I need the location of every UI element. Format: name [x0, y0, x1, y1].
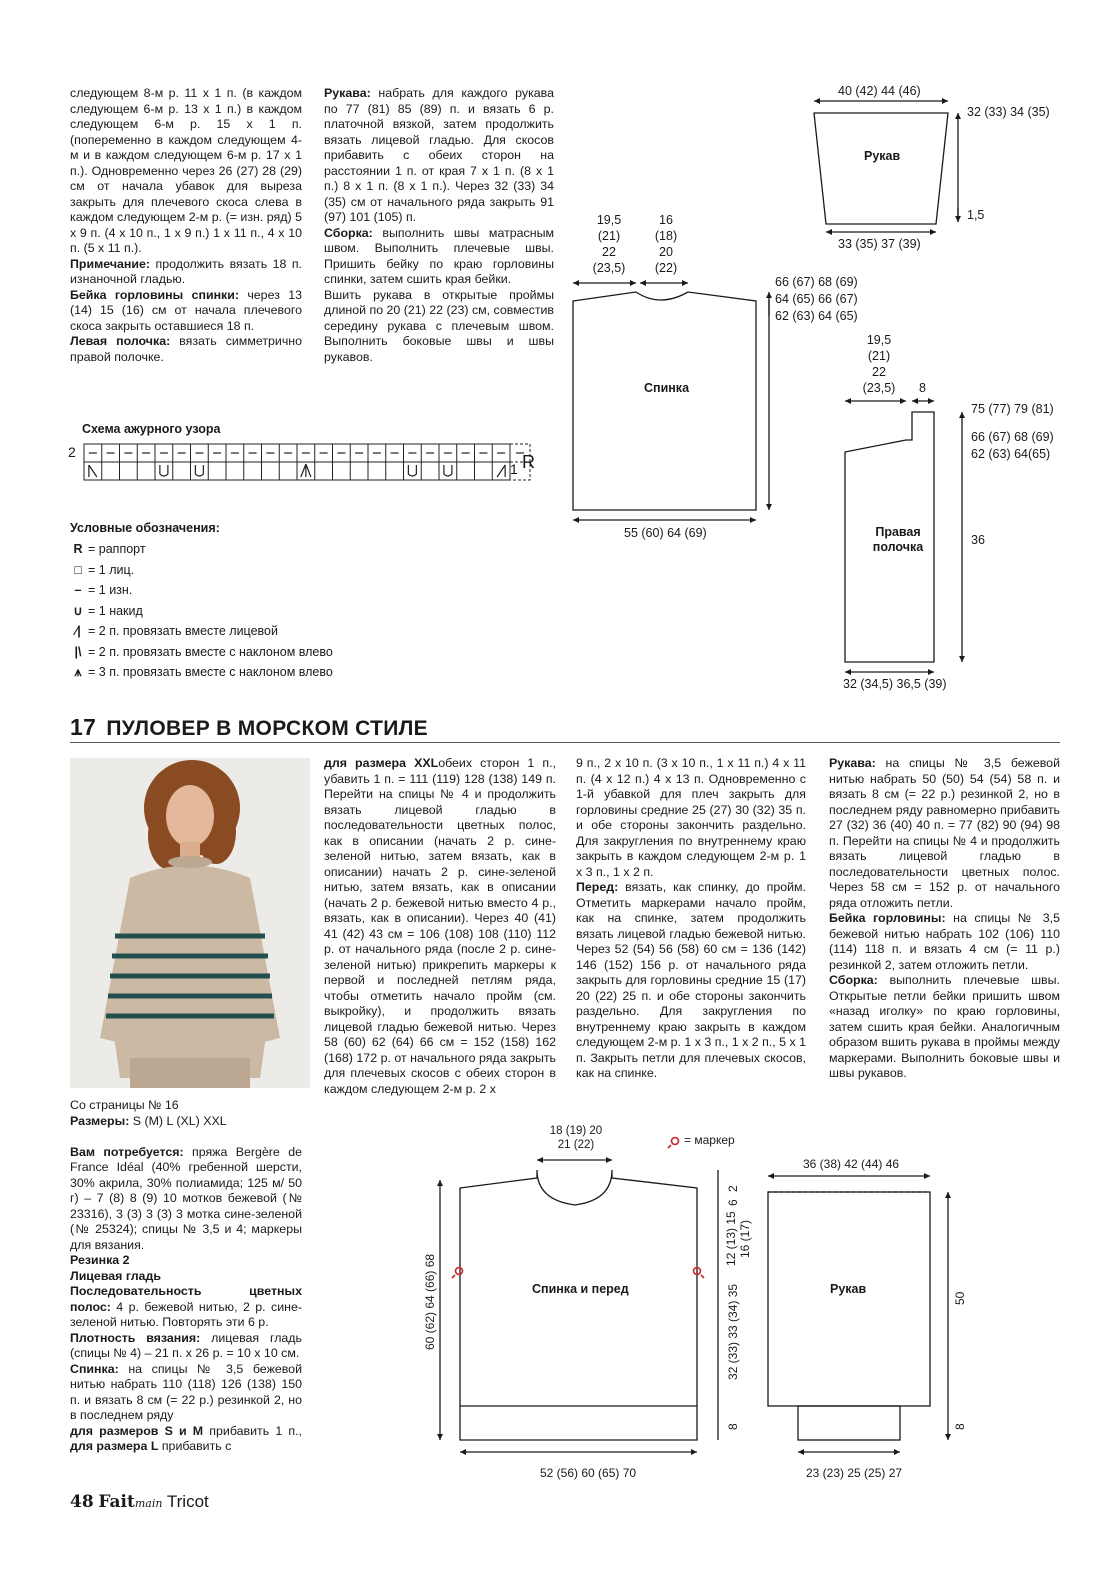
bottom-sleeve-title: Рукав	[830, 1282, 867, 1296]
paragraph: Лицевая гладь	[70, 1268, 161, 1283]
bottom-sleeve-top: 36 (38) 42 (44) 46	[803, 1157, 900, 1171]
bottom-sleeve-cuff: 8	[953, 1423, 967, 1430]
legend-text: = 3 п. провязать вместе с наклоном влево	[88, 665, 333, 679]
front-width: 32 (34,5) 36,5 (39)	[843, 677, 947, 691]
front-height-2: 66 (67) 68 (69)	[971, 430, 1054, 444]
front-height-3: 62 (63) 64(65)	[971, 447, 1051, 461]
back-outline	[573, 292, 756, 510]
legend-text: = 1 лиц.	[88, 562, 135, 577]
sleeve-height: 32 (33) 34 (35)	[967, 105, 1050, 119]
legend-item	[70, 643, 333, 661]
paragraph: Вам потребуется: пряжа Bergère de France Idéal (40% гребенной шерсти, 30% акрила, 30% полиамида; 125 м/ 50 г) – 7 (8) 8 (9) 10 мотков бежевой (№ 23316), 3 (3) 3 (3) 3 мотка сине-зеленой (№ 25324); спицы № 3,5 и 4; маркеры для вязания.	[70, 1144, 302, 1252]
paragraph: 9 п., 2 х 10 п. (3 х 10 п., 1 х 11 п.) 4 х 11 п. (4 х 12 п.) 4 х 13 п. Одновременно с 1-й убавкой для плеч закрыть для горловины средние 25 (27) 30 (32) 35 п. и обе стороны закончить раздельно. Для закругления по внутреннему краю закрыть в каждом следующем 2-м р. 1 х 3 п., 1 х 2 п.	[576, 756, 806, 879]
legend-symbol: □	[74, 562, 82, 577]
legend-symbol: |\	[74, 644, 82, 659]
legend-symbol: –	[74, 583, 82, 597]
top-column-2	[324, 86, 554, 365]
back-shoulder-widths: 19,5 (21) 22 (23,5)	[592, 213, 626, 275]
body-r6: 8	[726, 1423, 740, 1430]
paragraph: Вшить рукава в открытые проймы длиной по 20 (21) 22 (23) см, совместив середину рукава с плечевым швом. Выполнить боковые швы и швы рукавов.	[324, 287, 554, 364]
bottom-column-4	[829, 756, 1060, 1082]
legend-item	[70, 540, 146, 558]
sleeve-top-width: 40 (42) 44 (46)	[838, 84, 921, 98]
front-side-height: 36	[971, 533, 985, 547]
scheme-row-1-label: 1	[510, 461, 518, 477]
legend-symbol: ⩚	[74, 665, 82, 679]
bottom-sleeve-outline	[768, 1192, 930, 1406]
photo-caption: Со страницы № 16	[70, 1098, 179, 1112]
body-r5: 32 (33) 33 (34) 35	[726, 1283, 740, 1380]
paragraph: для размера XXLобеих сторон 1 п., убавить 1 п. = 111 (119) 128 (138) 149 п. Перейти на спицы № 4 и продолжить вязать лицевой гладью в последовательности цветных полос, как в описании (начать 2 р. сине-зеленой нитью, затем вязать, как в описании) начать 2 р. сине-зеленой нитью, затем вязать, как в описании (начать 2 р. бежевой нитью вместо 4 р., вязать, как в описании). Через 40 (41) 41 (42) 43 см = 106 (108) 108 (110) 112 р. от начального ряда (после 2 р. сине-зеленой нитью) прикрепить маркеры к первой и последней петлям ряда, чтобы отметить начало пройм (см. выкройку), и продолжить вязать лицевой гладью бежевой нитью. Через 58 (60) 62 (64) 66 см = 152 (158) 162 (168) 172 р. от начального ряда закрыть для плечевых скосов с обеих сторон в каждом следующем 2-м р. 2 х	[324, 756, 556, 1096]
marker-legend: = маркер	[684, 1133, 735, 1147]
bottom-column-2	[324, 756, 556, 1097]
legend-item	[70, 663, 333, 681]
stitch-symbol	[195, 465, 203, 476]
bottom-sleeve-bottom: 23 (23) 25 (25) 27	[806, 1466, 903, 1480]
legend-item	[70, 622, 278, 640]
brand-main: main	[134, 1497, 163, 1510]
paragraph: Бейка горловины: на спицы № 3,5 бежевой нитью набрать 102 (106) 110 (114) 118 п. и вязать 4 см (= 11 р.) резинкой 2, затем отложить петли.	[829, 911, 1060, 972]
sleeve-outline	[814, 113, 948, 224]
legend-item	[70, 581, 132, 599]
paragraph: Сборка: выполнить плечевые швы. Открытые петли бейки пришить швом «назад иголку» по краю горловины, затем сшить края бейки. Аналогичным образом вшить рукава в проймы между маркерами. Выполнить боковые швы и швы рукавов.	[829, 973, 1060, 1080]
bottom-column-1	[70, 1114, 302, 1455]
paragraph: Плотность вязания: лицевая гладь (спицы № 4) – 21 п. х 26 р. = 10 х 10 см.	[70, 1330, 302, 1360]
scheme-title: Схема ажурного узора	[82, 422, 221, 436]
brand-tricot: Tricot	[166, 1492, 209, 1511]
legend-text: = 2 п. провязать вместе с наклоном влево	[88, 644, 333, 659]
paragraph	[70, 1130, 302, 1145]
legend-text: = 1 накид	[88, 603, 143, 618]
body-r4: 16 (17)	[738, 1219, 752, 1258]
body-r2: 6	[726, 1199, 740, 1206]
stitch-symbol	[444, 465, 452, 476]
paragraph: Рукава: на спицы № 3,5 бежевой нитью набрать 50 (50) 54 (54) 58 п. и вязать 8 см (= 22 р.) резинкой 2, но в последнем ряду равномерно прибавить 27 (32) 36 (40) 40 п. = 77 (82) 90 (94) 98 п. Перейти на спицы № 4 и продолжить вязать лицевой гладью в последовательности цветных полос. Через 58 см = 152 р. от начального ряда отложить петли.	[829, 756, 1060, 910]
stitch-symbol	[301, 464, 311, 477]
back-width: 55 (60) 64 (69)	[624, 526, 707, 540]
paragraph: Размеры: S (M) L (XL) XXL	[70, 1114, 227, 1128]
front-band-width: 8	[919, 381, 926, 395]
legend-title: Условные обозначения:	[70, 521, 220, 535]
back-height-3: 62 (63) 64 (65)	[775, 309, 858, 323]
top-column-1	[70, 86, 302, 365]
stitch-symbol	[160, 465, 168, 476]
legend-text: = 1 изн.	[88, 583, 133, 597]
section-title: ПУЛОВЕР В МОРСКОМ СТИЛЕ	[106, 717, 428, 740]
legend-symbol: R	[73, 542, 83, 556]
body-title: Спинка и перед	[532, 1282, 629, 1296]
scheme-repeat-label: R	[522, 452, 535, 472]
paragraph: Рукава: набрать для каждого рукава по 77 (81) 85 (89) п. и вязать 6 р. платочной вязкой, затем продолжить вязать лицевой гладью. Для скосов прибавить с обеих сторон на расстоянии 1 п. от края 7 х 1 п. (8 х 1 п.) 8 х 1 п. (8 х 1 п.). Через 32 (33) 34 (35) см от начального ряда закрыть 91 (97) 101 (105) п.	[324, 86, 554, 224]
front-shoulder-widths: 19,5 (21) 22 (23,5)	[862, 333, 896, 395]
stitch-symbol	[408, 465, 416, 476]
section-divider	[70, 742, 1060, 743]
scheme-row-2-label: 2	[68, 444, 76, 460]
body-r1: 2	[726, 1185, 740, 1192]
section-heading	[70, 714, 428, 741]
sleeve-bottom-width: 33 (35) 37 (39)	[838, 237, 921, 251]
legend-item	[70, 602, 143, 620]
body-width: 52 (56) 60 (65) 70	[540, 1466, 637, 1480]
legend-symbol: ∪	[73, 603, 83, 618]
bottom-sleeve-height: 50	[953, 1291, 967, 1305]
front-title: Правая полочка	[872, 525, 924, 554]
paragraph: для размеров S и M прибавить 1 п., для размера L прибавить с	[70, 1423, 302, 1453]
back-height-1: 66 (67) 68 (69)	[775, 275, 858, 289]
page-footer	[70, 1492, 209, 1512]
paragraph: Сборка: выполнить швы матрасным швом. Выполнить плечевые швы. Пришить бейку по краю горловины спинки, затем сшить края бейки.	[324, 225, 554, 286]
paragraph: Бейка горловины спинки: через 13 (14) 15 (16) см от начала плечевого скоса закрыть оставшиеся 18 п.	[70, 287, 302, 333]
sleeve-title: Рукав	[864, 149, 901, 163]
body-outline	[460, 1170, 697, 1440]
neck-width: 18 (19) 20 21 (22)	[549, 1125, 603, 1151]
body-r3: 12 (13) 15	[724, 1211, 738, 1266]
bottom-column-3	[576, 756, 806, 1082]
page-number: 48	[70, 1492, 94, 1512]
back-neck-widths: 16 (18) 20 (22)	[654, 213, 678, 275]
sleeve-cuff: 1,5	[967, 208, 985, 222]
stitch-symbol	[89, 465, 97, 477]
model-photo	[70, 758, 310, 1088]
paragraph: Перед: вязать, как спинку, до пройм. Отметить маркерами начало пройм, как на спинке, затем продолжить вязать лицевой гладью бежевой нитью. Через 52 (54) 56 (58) 60 см = 136 (142) 146 (152) 156 р. от начального ряда закрыть для горловины средние 15 (17) 20 (22) 25 п. и обе стороны закончить раздельно. Для закругления по внутреннему краю закрыть в каждом следующем 2-м р. 1 х 3 п., 1 х 2 п., 5 х 1 п. Закрыть петли для плечевых скосов, как на спинке.	[576, 880, 806, 1080]
back-height-2: 64 (65) 66 (67)	[775, 292, 858, 306]
front-height-1: 75 (77) 79 (81)	[971, 402, 1054, 416]
paragraph: Резинка 2	[70, 1253, 130, 1267]
brand-fait: Fait	[98, 1492, 135, 1512]
marker-icons	[452, 1138, 704, 1279]
paragraph: Левая полочка: вязать симметрично правой полочке.	[70, 334, 303, 364]
legend-text: = 2 п. провязать вместе лицевой	[88, 624, 278, 638]
paragraph: следующем 8-м р. 11 х 1 п. (в каждом следующем 6-м р. 13 х 1 п.) в каждом следующем 6-м р. 15 х 1 п. (попеременно в каждом следующем 4-м и в каждом следующем 6-м р. 17 х 1 п.). Одновременно через 26 (27) 28 (29) см от начала убавок для выреза закрыть для плечевого скоса слева в каждом следующем 2-м р. (= изн. ряд) 5 х 9 п. (4 х 10 п., 1 х 9 п.) 1 х 11 п., 4 х 10 п. (5 х 11 п.).	[70, 86, 302, 255]
body-total-height: 60 (62) 64 (66) 68	[423, 1253, 437, 1350]
legend-text: = раппорт	[88, 542, 146, 556]
stitch-symbol	[497, 465, 505, 477]
legend-symbol: ⁄|	[75, 624, 81, 638]
back-title: Спинка	[644, 381, 690, 395]
paragraph: Примечание: продолжить вязать 18 п. изнаночной гладью.	[70, 256, 302, 286]
paragraph: Последовательность цветных полос: 4 р. бежевой нитью, 2 р. сине-зеленой нитью. Повторять эти 6 р.	[70, 1284, 302, 1329]
legend-item	[70, 561, 134, 579]
section-number: 17	[70, 714, 97, 740]
paragraph: Спинка: на спицы № 3,5 бежевой нитью набрать 110 (118) 126 (138) 150 п. и вязать 8 см (= 22 р.) резинкой 2, но в последнем ряду	[70, 1361, 302, 1422]
